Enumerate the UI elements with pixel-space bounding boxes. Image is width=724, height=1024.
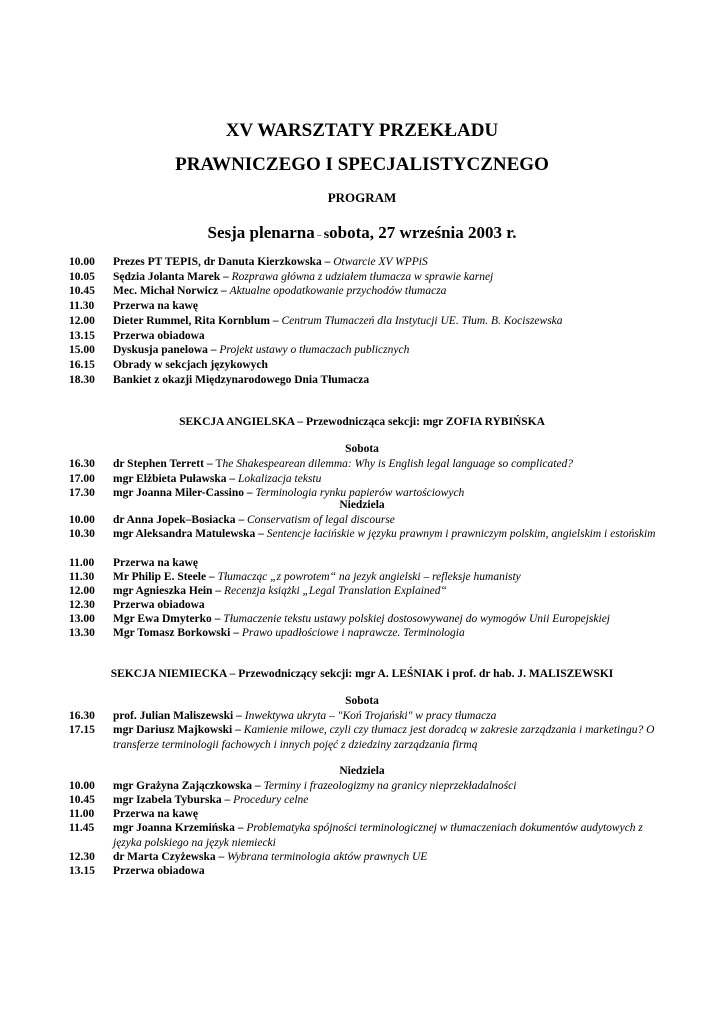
schedule-entry [113, 864, 669, 879]
schedule-entry [113, 584, 669, 599]
schedule-entry [113, 255, 669, 270]
schedule-entry [113, 556, 669, 571]
speaker-name: mgr Joanna Krzemińska – [113, 822, 247, 834]
session-s: s [323, 227, 330, 242]
session-dash: – [314, 230, 324, 240]
schedule-entry [113, 472, 669, 487]
talk-title: Inwektywa ukryta – "Koń Trojański" w pracy tłumacza [244, 710, 497, 722]
talk-title: Prawo upadłościowe i naprawcze. Terminologia [241, 627, 465, 639]
schedule-time: 15.00 [69, 344, 95, 357]
speaker-name: Dieter Rummel, Rita Kornblum – [113, 314, 282, 327]
schedule-time: 16.30 [69, 458, 95, 470]
schedule-entry [113, 807, 669, 822]
schedule-entry [113, 270, 669, 285]
schedule-entry [113, 598, 669, 613]
session-part2: obota, 27 września 2003 r. [329, 223, 517, 242]
speaker-name: prof. Julian Maliszewski – [113, 710, 245, 722]
talk-title: Terminy i frazeologizmy na granicy nieprzekładalności [263, 780, 517, 792]
talk-title: he Shakespearean dilemma: Why is English legal language so complicated? [222, 458, 574, 470]
speaker-name: Przerwa na kawę [113, 300, 198, 313]
english-day-saturday: Sobota [345, 443, 379, 455]
talk-title: Conservatism of legal discourse [247, 514, 395, 526]
speaker-name: Przerwa obiadowa [113, 329, 205, 342]
talk-title: Problematyka spójności terminologicznej w tłumaczeniach dokumentów audytowych z języka polskiego na język niemiecki [113, 822, 643, 849]
speaker-name: dr Marta Czyżewska – [113, 851, 228, 863]
schedule-entry [113, 709, 669, 724]
session-part1: Sesja plenarna [207, 223, 315, 242]
speaker-name: Mec. Michał Norwicz – [113, 285, 230, 298]
schedule-entry [113, 850, 669, 865]
schedule-time: 11.30 [69, 571, 95, 583]
talk-title: Rozprawa główna z udziałem tłumacza w sprawie karnej [231, 270, 494, 283]
schedule-entry [113, 779, 669, 794]
schedule-time: 11.00 [69, 808, 95, 820]
talk-title: Procedury celne [233, 794, 309, 806]
schedule-entry [113, 329, 669, 344]
title-line-2: PRAWNICZEGO I SPECJALISTYCZNEGO [175, 154, 549, 175]
schedule-entry [113, 299, 669, 314]
schedule-time: 13.00 [69, 613, 95, 625]
schedule-entry [113, 457, 669, 472]
speaker-name: Przerwa na kawę [113, 557, 198, 569]
schedule-entry [113, 343, 669, 358]
german-day-sunday: Niedziela [339, 765, 385, 777]
talk-title: Wybrana terminologia aktów prawnych UE [227, 851, 428, 863]
schedule-time: 17.00 [69, 472, 95, 485]
schedule-entry [113, 314, 669, 329]
schedule-entry [113, 821, 669, 850]
schedule-time: 10.45 [69, 285, 95, 298]
talk-title: Aktualne opodatkowanie przychodów tłumacza [229, 285, 447, 298]
german-section-header: SEKCJA NIEMIECKA – Przewodniczący sekcji: mgr A. LEŚNIAK i prof. dr hab. J. MALISZEWSKI [110, 668, 614, 680]
schedule-time: 12.30 [69, 599, 95, 611]
schedule-entry [113, 527, 669, 542]
title-line-1: XV WARSZTATY PRZEKŁADU [225, 120, 499, 141]
speaker-name: Przerwa obiadowa [113, 599, 205, 611]
speaker-name: Obrady w sekcjach językowych [113, 358, 268, 371]
schedule-time: 17.30 [69, 487, 95, 500]
schedule-time: 10.00 [69, 780, 95, 792]
speaker-name: mgr Grażyna Zajączkowska – [113, 780, 264, 792]
schedule-time: 16.30 [69, 710, 95, 722]
schedule-time: 10.00 [69, 256, 95, 268]
speaker-name: Sędzia Jolanta Marek – [113, 270, 232, 283]
schedule-time: 12.00 [69, 585, 95, 597]
program-label: PROGRAM [327, 190, 397, 205]
german-day-saturday: Sobota [345, 695, 379, 707]
talk-title: Tłumacząc „z powrotem“ na jezyk angielski – refleksje humanisty [217, 571, 521, 583]
schedule-time: 18.30 [69, 373, 95, 386]
schedule-time: 10.00 [69, 514, 95, 526]
schedule-entry [113, 626, 669, 641]
speaker-name: Mgr Ewa Dmyterko – [113, 613, 224, 625]
schedule-time: 13.30 [69, 627, 95, 639]
talk-title: Kamienie milowe, czyli czy tłumacz jest doradcą w zakresie zarządzania i marketingu? O transferze terminologii fachowych i innych pojęć z dziedziny zarządzania firmą [113, 724, 655, 751]
schedule-time: 11.00 [69, 557, 95, 569]
talk-title: Lokalizacja tekstu [238, 472, 322, 485]
session-heading [0, 223, 724, 243]
speaker-name: Mr Philip E. Steele – [113, 571, 218, 583]
talk-title: Terminologia rynku papierów wartościowych [255, 487, 465, 500]
speaker-name: Przerwa na kawę [113, 808, 198, 820]
schedule-time: 10.30 [69, 528, 95, 540]
schedule-entry [113, 373, 669, 388]
talk-title: Centrum Tłumaczeń dla Instytucji UE. Tłum. B. Kociszewska [281, 314, 563, 327]
schedule-entry [113, 793, 669, 808]
schedule-entry [113, 570, 669, 585]
schedule-entry [113, 612, 669, 627]
schedule-time: 13.15 [69, 865, 95, 877]
speaker-name: mgr Dariusz Majkowski – [113, 724, 244, 736]
schedule-time: 12.00 [69, 314, 95, 327]
schedule-time: 11.45 [69, 822, 95, 834]
speaker-name: mgr Agnieszka Hein – [113, 585, 224, 597]
talk-title: Sentencje łacińskie w języku prawnym i prawniczym polskim, angielskim i estońskim [266, 528, 656, 540]
schedule-entry [113, 284, 669, 299]
schedule-time: 11.30 [69, 300, 95, 313]
speaker-name: Przerwa obiadowa [113, 865, 205, 877]
schedule-time: 13.15 [69, 329, 95, 342]
speaker-name: mgr Elżbieta Puławska – [113, 472, 239, 485]
english-section-header: SEKCJA ANGIELSKA – Przewodnicząca sekcji: mgr ZOFIA RYBIŃSKA [179, 416, 545, 428]
speaker-name: Bankiet z okazji Międzynarodowego Dnia Tłumacza [113, 373, 370, 386]
speaker-name: mgr Izabela Tyburska – [113, 794, 234, 806]
speaker-name: mgr Aleksandra Matulewska – [113, 528, 267, 540]
schedule-entry [113, 513, 669, 528]
schedule-time: 16.15 [69, 358, 95, 371]
talk-title: Recenzja książki „Legal Translation Explained“ [223, 585, 447, 597]
speaker-name: Prezes PT TEPIS, dr Danuta Kierzkowska – [113, 256, 334, 268]
english-day-sunday: Niedziela [339, 499, 385, 511]
schedule-time: 12.30 [69, 851, 95, 863]
speaker-name: dr Stephen Terrett – [113, 458, 216, 470]
talk-title: Tłumaczenie tekstu ustawy polskiej dostosowywanej do wymogów Unii Europejskiej [223, 613, 610, 625]
schedule-entry [113, 358, 669, 373]
schedule-time: 10.45 [69, 794, 95, 806]
talk-title: Projekt ustawy o tłumaczach publicznych [219, 344, 410, 357]
schedule-time: 10.05 [69, 270, 95, 283]
schedule-entry [113, 723, 669, 752]
speaker-name: mgr Joanna Miler-Cassino – [113, 487, 256, 500]
schedule-time: 17.15 [69, 724, 95, 736]
entry-plain-text: T [215, 458, 223, 470]
speaker-name: Mgr Tomasz Borkowski – [113, 627, 242, 639]
speaker-name: dr Anna Jopek–Bosiacka – [113, 514, 247, 526]
speaker-name: Dyskusja panelowa – [113, 344, 220, 357]
talk-title: Otwarcie XV WPPiS [333, 256, 428, 268]
